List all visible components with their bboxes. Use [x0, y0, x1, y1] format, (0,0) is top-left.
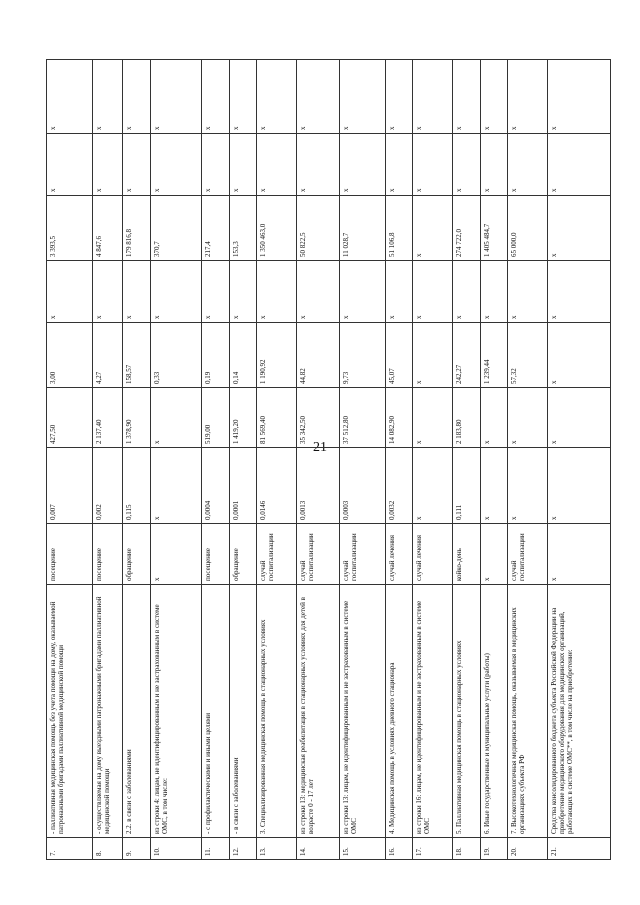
- table-row: [508, 60, 548, 860]
- row-number: 16.: [385, 838, 413, 860]
- per-capita-oms: x: [202, 261, 230, 323]
- row-number: 15.: [339, 838, 385, 860]
- unit-cost: 519,00: [202, 388, 230, 448]
- per-capita-budget: 0,19: [202, 323, 230, 388]
- per-capita-oms: x: [229, 261, 257, 323]
- unit-cost: 1 378,90: [123, 388, 151, 448]
- per-capita-oms: x: [297, 261, 340, 323]
- page-number: 21: [313, 440, 327, 455]
- volume-per-person: 0,0146: [257, 448, 297, 524]
- table-row: [385, 60, 413, 860]
- percent-total: x: [93, 60, 123, 134]
- percent-total: x: [123, 60, 151, 134]
- sum-budget: 153,3: [229, 196, 257, 261]
- percent-total: x: [229, 60, 257, 134]
- per-capita-oms: x: [385, 261, 413, 323]
- indicator-name: Средства консолидированного бюджета субъекта Российской Федерации на приобретение медицинского оборудования для медицинских организаций, работающих в системе ОМС**, в том числе на приобретение:: [548, 585, 611, 838]
- unit-cost: 427,50: [47, 388, 93, 448]
- sum-oms: x: [202, 134, 230, 196]
- row-number: 18.: [453, 838, 481, 860]
- table-row: [453, 60, 481, 860]
- row-number: 21.: [548, 838, 611, 860]
- indicator-name: из строки 16: лицам, не идентифицированным и не застрахованным в системе ОМС: [413, 585, 453, 838]
- unit-cost: x: [508, 388, 548, 448]
- indicator-name: из строки 13: лицам, не идентифицированным и не застрахованным в системе ОМС: [339, 585, 385, 838]
- table-body: [47, 60, 611, 860]
- unit-of-measure: обращение: [123, 524, 151, 585]
- row-number: 13.: [257, 838, 297, 860]
- volume-per-person: 0,002: [93, 448, 123, 524]
- indicator-name: 4. Медицинская помощь в условиях дневного стационара: [385, 585, 413, 838]
- per-capita-budget: 9,73: [339, 323, 385, 388]
- unit-of-measure: койко-день: [453, 524, 481, 585]
- sum-oms: x: [508, 134, 548, 196]
- unit-cost: 35 342,50: [297, 388, 340, 448]
- percent-total: x: [47, 60, 93, 134]
- row-number: 8.: [93, 838, 123, 860]
- unit-of-measure: случай лечения: [413, 524, 453, 585]
- volume-per-person: x: [548, 448, 611, 524]
- volume-per-person: x: [508, 448, 548, 524]
- unit-of-measure: посещение: [93, 524, 123, 585]
- indicator-name: 2.2. в связи с заболеваниями: [123, 585, 151, 838]
- indicator-name: 5. Паллиативная медицинская помощь в стационарных условиях: [453, 585, 481, 838]
- rotated-table-wrapper: [46, 60, 611, 860]
- unit-of-measure: случай госпитализации: [297, 524, 340, 585]
- percent-total: x: [480, 60, 508, 134]
- unit-cost: x: [413, 388, 453, 448]
- sum-oms: x: [47, 134, 93, 196]
- unit-cost: 1 419,20: [229, 388, 257, 448]
- per-capita-oms: x: [47, 261, 93, 323]
- unit-cost: 37 512,80: [339, 388, 385, 448]
- unit-cost: 81 569,40: [257, 388, 297, 448]
- percent-total: x: [453, 60, 481, 134]
- sum-budget: x: [413, 196, 453, 261]
- percent-total: x: [202, 60, 230, 134]
- sum-oms: x: [257, 134, 297, 196]
- percent-total: x: [297, 60, 340, 134]
- per-capita-budget: 57,32: [508, 323, 548, 388]
- sum-budget: 274 722,0: [453, 196, 481, 261]
- unit-cost: x: [480, 388, 508, 448]
- unit-cost: 2 137,40: [93, 388, 123, 448]
- row-number: 7.: [47, 838, 93, 860]
- unit-of-measure: посещение: [202, 524, 230, 585]
- volume-per-person: 0,115: [123, 448, 151, 524]
- per-capita-budget: 158,57: [123, 323, 151, 388]
- sum-oms: x: [385, 134, 413, 196]
- per-capita-budget: x: [548, 323, 611, 388]
- unit-of-measure: x: [480, 524, 508, 585]
- table-row: [123, 60, 151, 860]
- sum-budget: 217,4: [202, 196, 230, 261]
- volume-per-person: 0,0004: [202, 448, 230, 524]
- volume-per-person: 0,111: [453, 448, 481, 524]
- sum-budget: 65 000,0: [508, 196, 548, 261]
- indicator-name: - с профилактическими и иными целями: [202, 585, 230, 838]
- per-capita-oms: x: [257, 261, 297, 323]
- volume-per-person: 0,0003: [339, 448, 385, 524]
- sum-oms: x: [548, 134, 611, 196]
- sum-budget: 3 393,5: [47, 196, 93, 261]
- indicator-name: - в связи с заболеваниями: [229, 585, 257, 838]
- per-capita-budget: 0,33: [150, 323, 201, 388]
- sum-oms: x: [297, 134, 340, 196]
- sum-oms: x: [123, 134, 151, 196]
- unit-cost: x: [150, 388, 201, 448]
- percent-total: x: [508, 60, 548, 134]
- volume-per-person: 0,007: [47, 448, 93, 524]
- volume-per-person: x: [413, 448, 453, 524]
- sum-budget: 370,7: [150, 196, 201, 261]
- per-capita-oms: x: [508, 261, 548, 323]
- table-row: [339, 60, 385, 860]
- unit-cost: 2 183,80: [453, 388, 481, 448]
- sum-budget: 50 822,5: [297, 196, 340, 261]
- indicator-name: из строки 4: лицам, не идентифицированным и не застрахованным в системе ОМС, в том числе:: [150, 585, 201, 838]
- per-capita-oms: x: [339, 261, 385, 323]
- volume-per-person: x: [150, 448, 201, 524]
- unit-cost: 14 082,90: [385, 388, 413, 448]
- per-capita-oms: x: [123, 261, 151, 323]
- row-number: 20.: [508, 838, 548, 860]
- percent-total: x: [385, 60, 413, 134]
- unit-of-measure: случай госпитализации: [508, 524, 548, 585]
- per-capita-oms: x: [480, 261, 508, 323]
- volume-per-person: x: [480, 448, 508, 524]
- unit-of-measure: случай госпитализации: [339, 524, 385, 585]
- row-number: 11.: [202, 838, 230, 860]
- table-row: [257, 60, 297, 860]
- unit-of-measure: посещение: [47, 524, 93, 585]
- unit-of-measure: обращение: [229, 524, 257, 585]
- row-number: 19.: [480, 838, 508, 860]
- per-capita-budget: 1 239,44: [480, 323, 508, 388]
- per-capita-oms: x: [413, 261, 453, 323]
- sum-oms: x: [229, 134, 257, 196]
- sum-oms: x: [339, 134, 385, 196]
- table-row: [202, 60, 230, 860]
- percent-total: x: [339, 60, 385, 134]
- sum-oms: x: [150, 134, 201, 196]
- sum-oms: x: [93, 134, 123, 196]
- unit-of-measure: случай лечения: [385, 524, 413, 585]
- unit-of-measure: x: [548, 524, 611, 585]
- table-row: [548, 60, 611, 860]
- indicator-name: 7. Высокотехнологичная медицинская помощь, оказываемая в медицинских организациях субъекта РФ: [508, 585, 548, 838]
- per-capita-budget: x: [413, 323, 453, 388]
- row-number: 17.: [413, 838, 453, 860]
- table-row: [47, 60, 93, 860]
- percent-total: x: [257, 60, 297, 134]
- financing-table: [46, 59, 611, 860]
- sum-budget: x: [548, 196, 611, 261]
- unit-cost: x: [548, 388, 611, 448]
- per-capita-budget: 242,27: [453, 323, 481, 388]
- volume-per-person: 0,0032: [385, 448, 413, 524]
- sum-oms: x: [453, 134, 481, 196]
- per-capita-oms: x: [93, 261, 123, 323]
- per-capita-oms: x: [548, 261, 611, 323]
- volume-per-person: 0,0001: [229, 448, 257, 524]
- table-row: [229, 60, 257, 860]
- unit-of-measure: случай госпитализации: [257, 524, 297, 585]
- per-capita-budget: 45,07: [385, 323, 413, 388]
- per-capita-budget: 4,27: [93, 323, 123, 388]
- percent-total: x: [548, 60, 611, 134]
- sum-oms: x: [480, 134, 508, 196]
- indicator-name: 6. Иные государственные и муниципальные услуги (работы): [480, 585, 508, 838]
- indicator-name: - осуществляемая на дому выездными патронажными бригадами паллиативной медицинской помощи: [93, 585, 123, 838]
- per-capita-oms: x: [150, 261, 201, 323]
- row-number: 10.: [150, 838, 201, 860]
- per-capita-budget: 0,14: [229, 323, 257, 388]
- per-capita-budget: 3,00: [47, 323, 93, 388]
- sum-budget: 179 816,8: [123, 196, 151, 261]
- sum-oms: x: [413, 134, 453, 196]
- sum-budget: 11 028,7: [339, 196, 385, 261]
- table-row: [93, 60, 123, 860]
- table-row: [480, 60, 508, 860]
- percent-total: x: [413, 60, 453, 134]
- table-row: [297, 60, 340, 860]
- indicator-name: 3. Специализированная медицинская помощь в стационарных условиях: [257, 585, 297, 838]
- per-capita-oms: x: [453, 261, 481, 323]
- table-row: [150, 60, 201, 860]
- sum-budget: 4 847,6: [93, 196, 123, 261]
- row-number: 14.: [297, 838, 340, 860]
- indicator-name: - паллиативная медицинская помощь без учета помощи на дому, оказываемой патронажными бригадами паллиативной медицинской помощи: [47, 585, 93, 838]
- sum-budget: 1 405 484,7: [480, 196, 508, 261]
- sum-budget: 51 106,8: [385, 196, 413, 261]
- row-number: 9.: [123, 838, 151, 860]
- volume-per-person: 0,0013: [297, 448, 340, 524]
- per-capita-budget: 44,82: [297, 323, 340, 388]
- sum-budget: 1 350 463,0: [257, 196, 297, 261]
- row-number: 12.: [229, 838, 257, 860]
- unit-of-measure: x: [150, 524, 201, 585]
- indicator-name: из строки 13: медицинская реабилитация в стационарных условиях для детей в возрасте 0 - 17 лет: [297, 585, 340, 838]
- per-capita-budget: 1 190,92: [257, 323, 297, 388]
- table-row: [413, 60, 453, 860]
- percent-total: x: [150, 60, 201, 134]
